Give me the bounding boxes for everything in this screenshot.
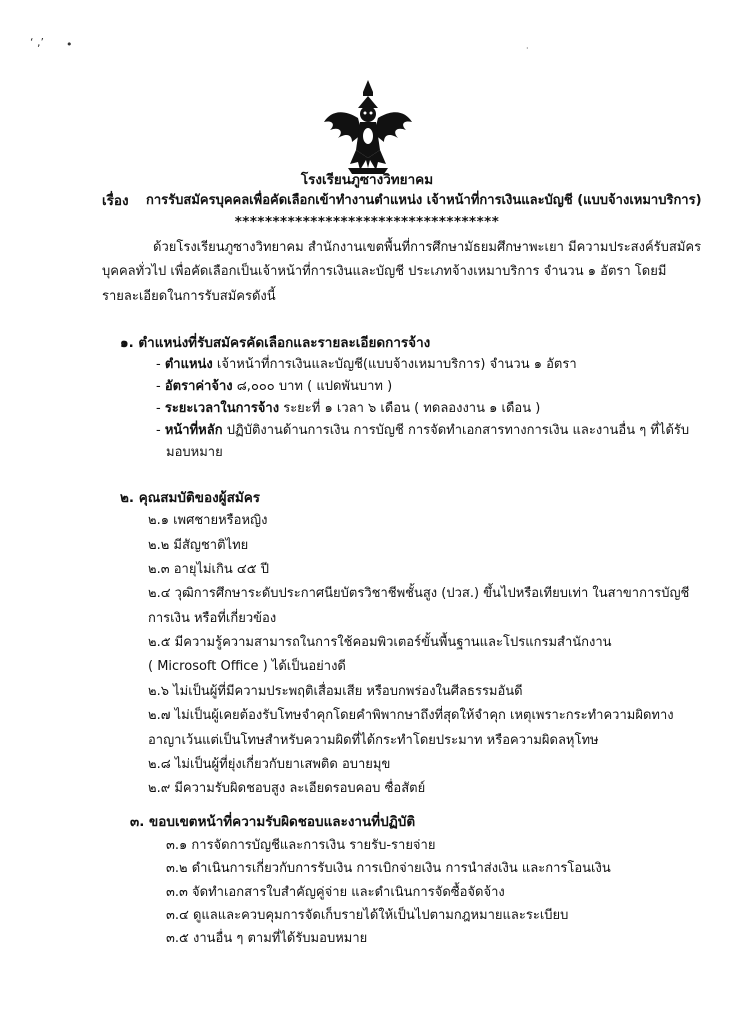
section2-line: ( Microsoft Office ) ได้เป็นอย่างดี (148, 659, 346, 674)
item-text: ๘,๐๐๐ บาท ( แปดพันบาท ) (236, 379, 393, 394)
section3-line: ๓.๓ จัดทำเอกสารใบสำคัญคู่จ่าย และดำเนินการจัดซื้อจัดจ้าง (166, 885, 505, 900)
garuda-emblem-icon (322, 78, 414, 178)
item-text: เจ้าหน้าที่การเงินและบัญชี(แบบจ้างเหมาบริการ) จำนวน ๑ อัตรา (216, 357, 577, 372)
item-text: ปฏิบัติงานด้านการเงิน การบัญชี การจัดทำเอกสารทางการเงิน และงานอื่น ๆ ที่ได้รับ (226, 423, 690, 438)
section2-line: การเงิน หรือที่เกี่ยวข้อง (148, 611, 277, 626)
separator-line: *********************************** (234, 214, 500, 230)
section2-line: ๒.๘ ไม่เป็นผู้ที่ยุ่งเกี่ยวกับยาเสพติด อบายมุข (148, 757, 391, 772)
section2-line: ๒.๓ อายุไม่เกิน ๔๕ ปี (148, 562, 269, 577)
item-dash: - (156, 357, 161, 372)
section2-line: ๒.๒ มีสัญชาติไทย (148, 538, 249, 553)
section3-line: ๓.๒ ดำเนินการเกี่ยวกับการรับเงิน การเบิกจ่ายเงิน การนำส่งเงิน และการโอนเงิน (166, 861, 611, 876)
section1-item (156, 377, 392, 397)
section1-item (156, 421, 689, 441)
scan-mark-left: ‘ ,’ (30, 36, 44, 49)
section3-heading: ๓. ขอบเขตหน้าที่ความรับผิดชอบและงานที่ปฏิบัติ (130, 814, 416, 830)
scan-mark-left-2: • (66, 38, 73, 51)
section1-item (156, 355, 577, 375)
item-dash: - (156, 401, 161, 416)
section3-line: ๓.๑ การจัดการบัญชีและการเงิน รายรับ-รายจ่าย (166, 838, 436, 853)
intro-line-1: ด้วยโรงเรียนภูซางวิทยาคม สำนักงานเขตพื้นที่การศึกษามัธยมศึกษาพะเยา มีความประสงค์รับสมัคร (153, 240, 702, 255)
section1-continuation: มอบหมาย (166, 445, 223, 460)
section3-line: ๓.๔ ดูแลและควบคุมการจัดเก็บรายได้ให้เป็นไปตามกฎหมายและระเบียบ (166, 908, 569, 923)
item-label: ตำแหน่ง (164, 357, 213, 372)
section2-line: ๒.๖ ไม่เป็นผู้ที่มีความประพฤติเสื่อมเสีย หรือบกพร่องในศีลธรรมอันดี (148, 684, 523, 699)
subject-label: เรื่อง (102, 193, 129, 209)
subject-text: การรับสมัครบุคคลเพื่อคัดเลือกเข้าทำงานตำแหน่ง เจ้าหน้าที่การเงินและบัญชี (แบบจ้างเหมาบริการ) (146, 193, 702, 208)
section1-item (156, 399, 540, 419)
school-name: โรงเรียนภูซางวิทยาคม (300, 172, 434, 188)
section1-heading: ๑. ตำแหน่งที่รับสมัครคัดเลือกและรายละเอียดการจ้าง (120, 335, 431, 351)
section2-line: ๒.๑ เพศชายหรือหญิง (148, 513, 268, 528)
scan-mark-right: · (526, 44, 529, 53)
section2-line: ๒.๙ มีความรับผิดชอบสูง ละเอียดรอบคอบ ซื่อสัตย์ (148, 781, 426, 796)
item-dash: - (156, 379, 161, 394)
section2-heading: ๒. คุณสมบัติของผู้สมัคร (120, 490, 261, 506)
section3-line: ๓.๕ งานอื่น ๆ ตามที่ได้รับมอบหมาย (166, 931, 368, 946)
intro-line-3: รายละเอียดในการรับสมัครดังนี้ (102, 289, 276, 304)
item-label: ระยะเวลาในการจ้าง (164, 401, 280, 416)
item-dash: - (156, 423, 161, 438)
item-label: หน้าที่หลัก (164, 423, 223, 438)
item-text: ระยะที่ ๑ เวลา ๖ เดือน ( ทดลองงาน ๑ เดือน ) (283, 401, 541, 416)
intro-line-2: บุคคลทั่วไป เพื่อคัดเลือกเป็นเจ้าหน้าที่การเงินและบัญชี ประเภทจ้างเหมาบริการ จำนวน ๑ อัตรา โดยมี (102, 264, 667, 279)
section2-line: อาญาเว้นแต่เป็นโทษสำหรับความผิดที่ได้กระทำโดยประมาท หรือความผิดลหุโทษ (148, 733, 599, 748)
section2-line: ๒.๗ ไม่เป็นผู้เคยต้องรับโทษจำคุกโดยคำพิพากษาถึงที่สุดให้จำคุก เหตุเพราะกระทำความผิดทาง (148, 708, 674, 723)
item-label: อัตราค่าจ้าง (164, 379, 233, 394)
section2-line: ๒.๔ วุฒิการศึกษาระดับประกาศนียบัตรวิชาชีพชั้นสูง (ปวส.) ขึ้นไปหรือเทียบเท่า ในสาขาการบัญชี (148, 586, 690, 601)
section2-line: ๒.๕ มีความรู้ความสามารถในการใช้คอมพิวเตอร์ขั้นพื้นฐานและโปรแกรมสำนักงาน (148, 635, 612, 650)
